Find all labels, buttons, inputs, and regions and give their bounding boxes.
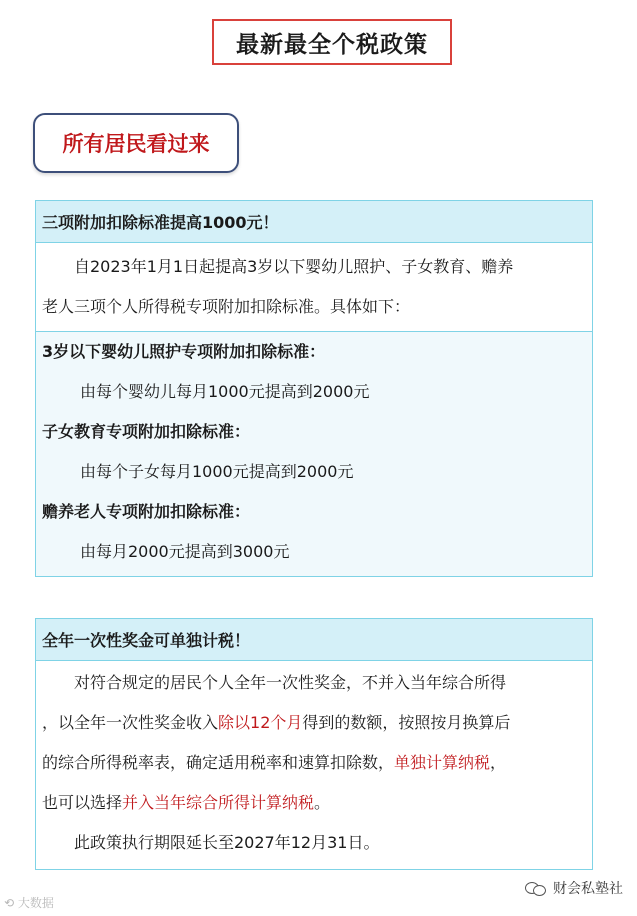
item-heading-education: 子女教育专项附加扣除标准：	[42, 422, 251, 441]
intro-line-2: 老人三项个人所得税专项附加扣除标准。具体如下：	[42, 297, 411, 316]
watermark-text: 大数据	[17, 896, 54, 910]
bonus-line-3-b: ，	[490, 753, 507, 772]
bonus-line-2	[36, 703, 592, 743]
bonus-line-4-a: 也可以选择	[42, 793, 123, 812]
item-heading-infant: 3岁以下婴幼儿照护专项附加扣除标准：	[42, 342, 326, 361]
page-title: 最新最全个税政策	[212, 19, 452, 65]
bonus-box-heading: 全年一次性奖金可单独计税！	[36, 619, 592, 661]
bonus-tax-box	[35, 618, 593, 870]
bonus-line-4	[36, 783, 592, 823]
deduction-box-heading: 三项附加扣除标准提高1000元！	[36, 201, 592, 243]
bonus-line-3	[36, 743, 592, 783]
bonus-line-2-b: 得到的数额，按照按月换算后	[302, 713, 511, 732]
account-signature	[525, 878, 623, 898]
intro-line-1: 自2023年1月1日起提高3岁以下婴幼儿照护、子女教育、赡养	[74, 257, 514, 276]
deduction-items	[36, 331, 592, 576]
bonus-line-2-a: ，以全年一次性奖金收入	[42, 713, 219, 732]
item-detail-elderly: 由每月2000元提高到3000元	[80, 542, 290, 561]
deduction-policy-box	[35, 200, 593, 577]
bonus-line-1: 对符合规定的居民个人全年一次性奖金，不并入当年综合所得	[74, 673, 507, 692]
bonus-line-3-a: 的综合所得税率表，确定适用税率和速算扣除数，	[42, 753, 395, 772]
bonus-line-5: 此政策执行期限延长至2027年12月31日。	[74, 833, 380, 852]
bonus-highlight-divide: 除以12个月	[218, 713, 303, 732]
account-name: 财会私塾社	[553, 881, 623, 897]
bonus-highlight-merge: 并入当年综合所得计算纳税	[122, 793, 315, 812]
section-tag: 所有居民看过来	[33, 113, 239, 173]
item-detail-education: 由每个子女每月1000元提高到2000元	[80, 462, 354, 481]
bonus-highlight-separate: 单独计算纳税	[394, 753, 491, 772]
item-heading-elderly: 赡养老人专项附加扣除标准：	[42, 502, 251, 521]
watermark-logo-icon: ⟲	[4, 896, 15, 910]
watermark	[4, 894, 54, 911]
item-detail-infant: 由每个婴幼儿每月1000元提高到2000元	[80, 382, 370, 401]
wechat-icon	[525, 880, 547, 896]
bonus-line-4-b: 。	[314, 793, 331, 812]
